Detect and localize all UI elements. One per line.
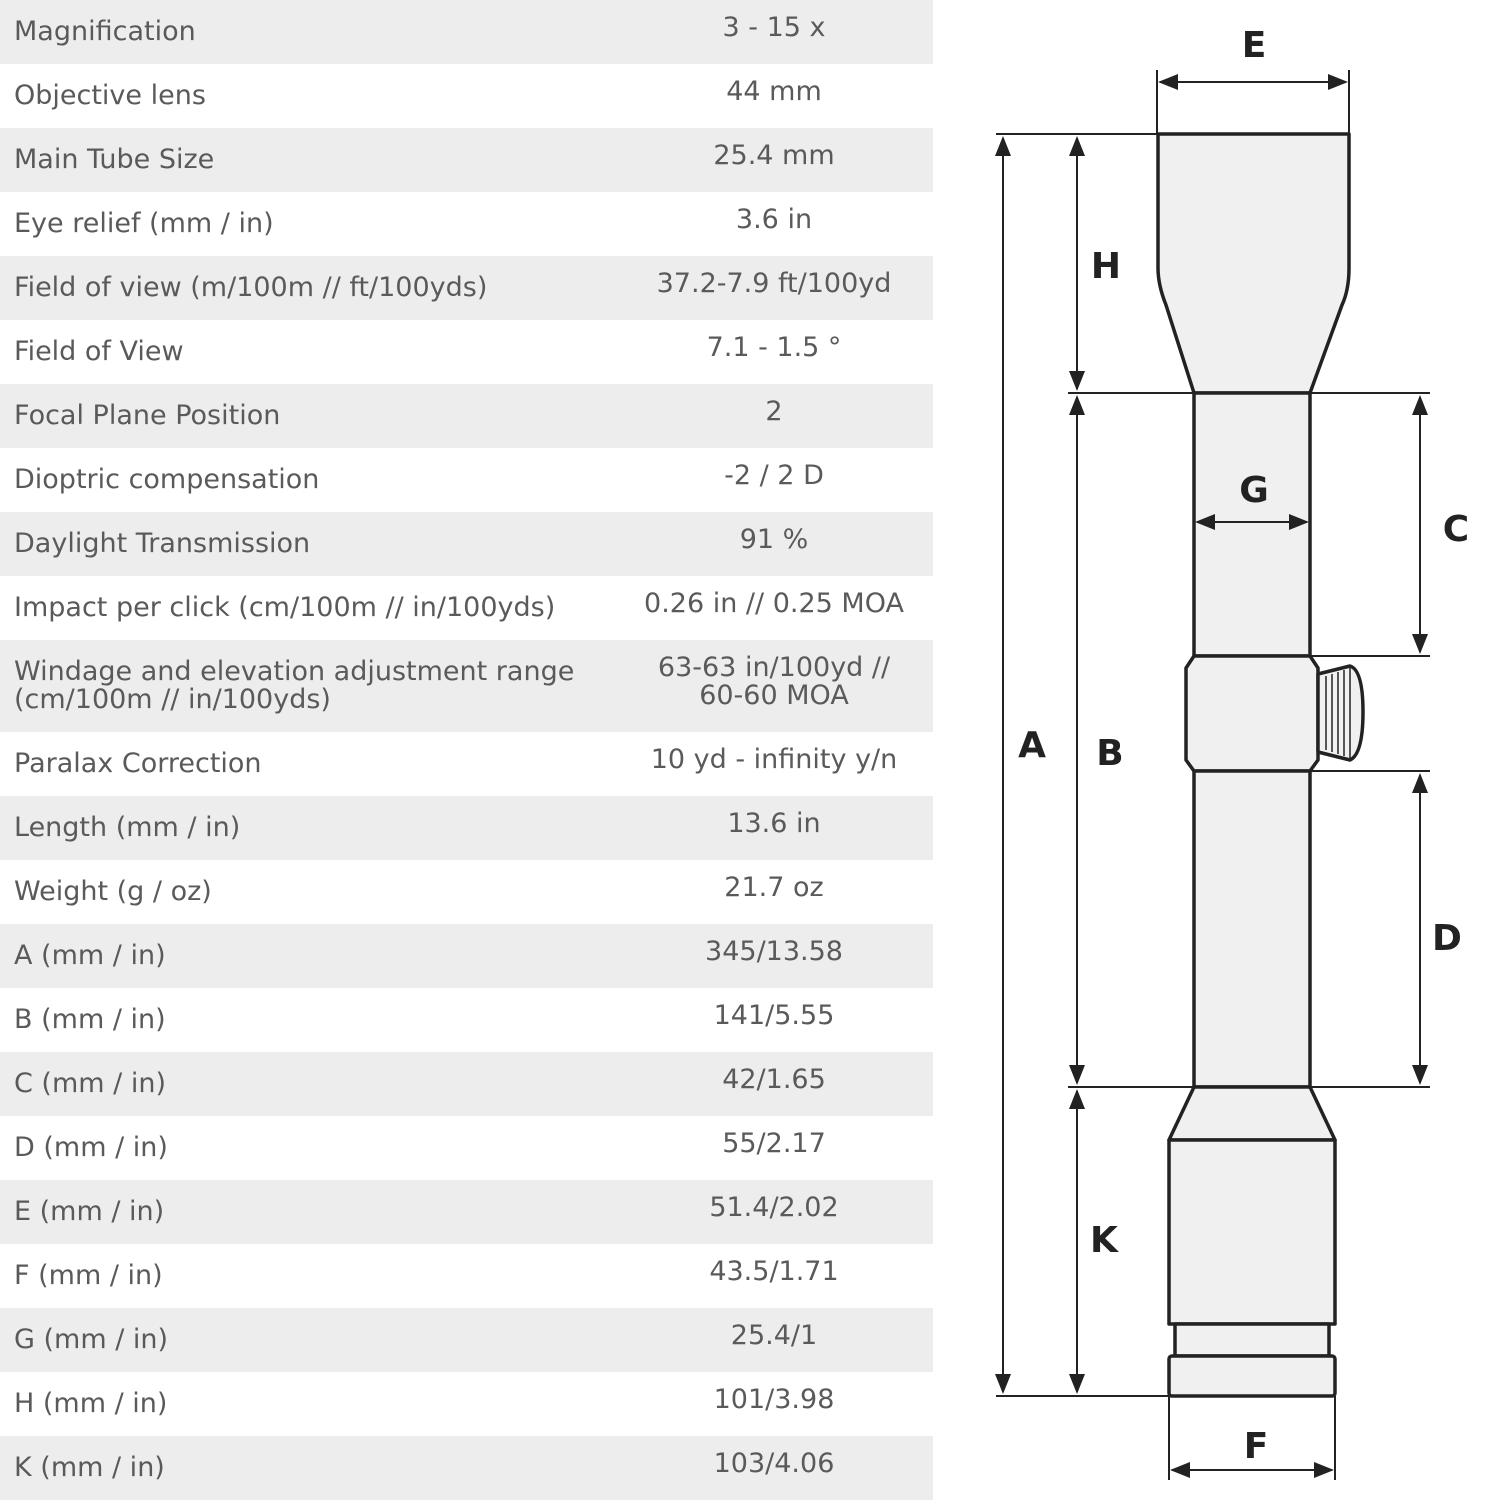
spec-label: Impact per click (cm/100m // in/100yds) xyxy=(14,592,556,623)
spec-value: 44 mm xyxy=(726,76,822,107)
spec-row xyxy=(0,1180,933,1244)
spec-row xyxy=(0,796,933,860)
dim-letter-g: G xyxy=(1239,470,1269,511)
dim-letter-a: A xyxy=(1018,725,1046,766)
spec-label: Paralax Correction xyxy=(14,748,262,779)
spec-value: 7.1 - 1.5 ° xyxy=(706,332,842,363)
spec-row xyxy=(0,988,933,1052)
spec-row xyxy=(0,1052,933,1116)
spec-label: G (mm / in) xyxy=(14,1324,169,1355)
spec-label: Focal Plane Position xyxy=(14,400,281,431)
spec-label: A (mm / in) xyxy=(14,940,166,971)
spec-value: 25.4/1 xyxy=(730,1320,818,1351)
spec-value: 101/3.98 xyxy=(713,1384,835,1415)
spec-label: Magnification xyxy=(14,16,196,47)
spec-row xyxy=(0,448,933,512)
spec-label: B (mm / in) xyxy=(14,1004,166,1035)
spec-value: 13.6 in xyxy=(727,808,821,839)
eyepiece-ring xyxy=(1175,1324,1329,1356)
dim-letter-d: D xyxy=(1432,918,1462,959)
spec-value: 0.26 in // 0.25 MOA xyxy=(644,588,904,619)
spec-label: Dioptric compensation xyxy=(14,464,320,495)
dim-letter-c: C xyxy=(1442,509,1470,550)
main-tube-upper xyxy=(1194,393,1310,656)
spec-value: 43.5/1.71 xyxy=(709,1256,839,1287)
spec-row xyxy=(0,256,933,320)
spec-label: D (mm / in) xyxy=(14,1132,168,1163)
spec-value: 37.2-7.9 ft/100yd xyxy=(656,268,892,299)
spec-value: 63-63 in/100yd // 60-60 MOA xyxy=(657,652,891,711)
spec-value: 51.4/2.02 xyxy=(709,1192,839,1223)
spec-row xyxy=(0,1116,933,1180)
spec-value: 345/13.58 xyxy=(705,936,843,967)
spec-row xyxy=(0,1436,933,1500)
scope-dimension-diagram xyxy=(960,0,1501,1501)
spec-row xyxy=(0,1372,933,1436)
spec-label: Length (mm / in) xyxy=(14,812,241,843)
dim-letter-b: B xyxy=(1096,733,1124,774)
spec-label: Daylight Transmission xyxy=(14,528,311,559)
spec-value: 2 xyxy=(765,396,783,427)
spec-row xyxy=(0,384,933,448)
spec-row xyxy=(0,0,933,64)
objective-bell xyxy=(1158,134,1349,393)
spec-row xyxy=(0,732,933,796)
spec-label: F (mm / in) xyxy=(14,1260,163,1291)
spec-value: 25.4 mm xyxy=(713,140,835,171)
spec-label: E (mm / in) xyxy=(14,1196,165,1227)
spec-label: H (mm / in) xyxy=(14,1388,168,1419)
turret-saddle xyxy=(1186,656,1318,771)
spec-value: 10 yd - infinity y/n xyxy=(650,744,898,775)
spec-row xyxy=(0,320,933,384)
dim-letter-k: K xyxy=(1090,1220,1118,1261)
spec-value: 91 % xyxy=(739,524,809,555)
dim-letter-f: F xyxy=(1243,1426,1269,1467)
dim-letter-h: H xyxy=(1090,246,1122,287)
spec-row xyxy=(0,192,933,256)
spec-row xyxy=(0,640,933,732)
spec-value: -2 / 2 D xyxy=(724,460,824,491)
eyepiece-body xyxy=(1169,1140,1335,1324)
spec-value: 21.7 oz xyxy=(724,872,824,903)
spec-row xyxy=(0,860,933,924)
eyepiece-transition xyxy=(1169,1087,1335,1140)
spec-value: 55/2.17 xyxy=(722,1128,826,1159)
spec-label: Field of View xyxy=(14,336,184,367)
spec-value: 103/4.06 xyxy=(713,1448,835,1479)
spec-row xyxy=(0,1244,933,1308)
spec-label: Windage and elevation adjustment range (cm/100m // in/100yds) xyxy=(14,656,575,715)
spec-label: Eye relief (mm / in) xyxy=(14,208,274,239)
spec-label: C (mm / in) xyxy=(14,1068,166,1099)
spec-row xyxy=(0,576,933,640)
spec-label: Main Tube Size xyxy=(14,144,215,175)
spec-label: K (mm / in) xyxy=(14,1452,165,1483)
spec-value: 141/5.55 xyxy=(713,1000,835,1031)
spec-label: Objective lens xyxy=(14,80,206,111)
spec-row xyxy=(0,64,933,128)
spec-row xyxy=(0,1308,933,1372)
spec-value: 3 - 15 x xyxy=(722,12,826,43)
dim-letter-e: E xyxy=(1241,25,1267,66)
spec-row xyxy=(0,128,933,192)
spec-value: 3.6 in xyxy=(735,204,813,235)
windage-knob xyxy=(1318,666,1363,760)
spec-row xyxy=(0,924,933,988)
spec-label: Field of view (m/100m // ft/100yds) xyxy=(14,272,488,303)
spec-label: Weight (g / oz) xyxy=(14,876,212,907)
main-tube-lower xyxy=(1194,771,1310,1087)
scope-body xyxy=(1158,134,1363,1396)
eyepiece-end xyxy=(1169,1356,1335,1396)
spec-row xyxy=(0,512,933,576)
spec-value: 42/1.65 xyxy=(722,1064,826,1095)
